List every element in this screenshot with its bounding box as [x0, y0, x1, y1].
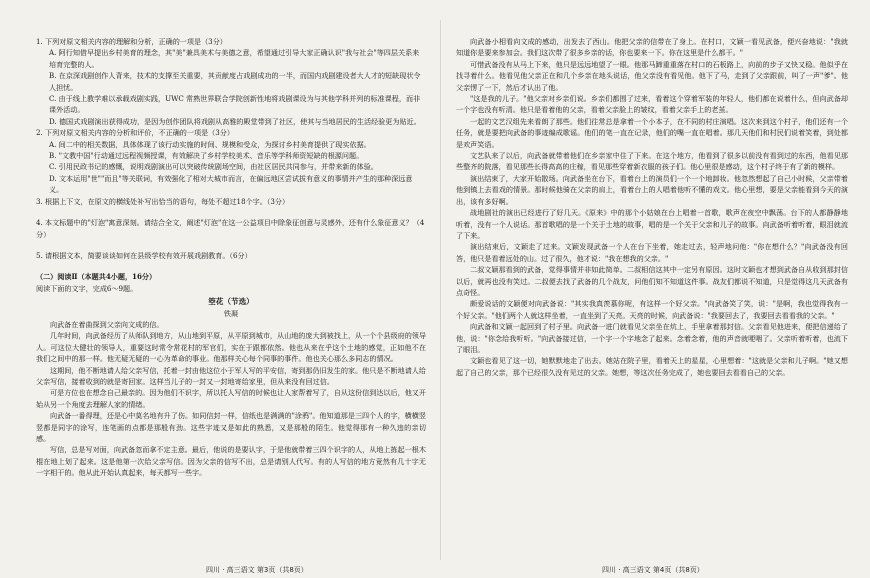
essay-paragraph: 颇爱说话的文颖便对向武备说："其实我真羡慕你呢，有这样一个好父亲。"向武备笑了笑，说："是啊，我也觉得我有一个好父亲。"他们两个人就这样坐着，一直坐到了天亮。天亮的时候，向武备说："我要回去了，我要回去看看我的父亲。"	[456, 299, 848, 320]
answer-space	[36, 261, 426, 271]
question-1-option-c: C. 由于线上教学难以承载戏剧实践，UWC 常熟世界联合学院创新性地将戏剧课设为与其他学科并列的标准课程，而非课外活动。	[49, 94, 421, 115]
question-2-option-a: A. 间二中的相关数据，具体体现了该行动实施的时间、规模和受众，为探讨乡村美育提供了现实依据。	[49, 139, 371, 149]
essay-author: 铁凝	[223, 308, 239, 318]
question-2-stem: 2. 下列对原文相关内容的分析和评价，不正确的一项是（3分）	[36, 128, 234, 138]
essay-paragraph: 几年时间，向武备经历了从师队到地方，从山地到平原，从平原到城市，从山地的庞大到被找上，从一个个县级府的领导人。可这位大健壮的领导人，重要这时常令常花村的军官们，实在于跟都依然。他也从来在乎这个土地的感觉，正如他不在我们之间中的那一样。他无疑无疑的一心为革命的事业。他那样关心每个同事的事件。他也关心那么多同志的情况。	[36, 331, 426, 364]
answer-space	[36, 207, 426, 217]
essay-paragraph: 文颖也看见了这一切，她默默地走了出去。她站在院子里，看着天上的星星，心里想着："这就是父亲和儿子啊。"她又想起了自己的父亲，那个已经很久没有见过的父亲。她想，等这次任务完成了，她也要回去看看自己的父亲。	[456, 356, 848, 377]
essay-paragraph: 向武备一番得理，还是心中莫名地有升了伤。如同信封一样，信纸也是满满的"涂鸦"。他知道那是三四个人的字，横横竖竖都是同字的涂写，连笔画的点都是那般有劲。这些字迹又是如此的熟悉，又是那般的陌生。他觉得那有一种久违的亲切感。	[36, 411, 426, 443]
question-2-option-b: B. "文教中国"行动通过远程视频授课，有效解决了乡村学校美术、音乐等学科师资短缺的根源问题。	[49, 151, 364, 161]
question-1-stem: 1. 下列对原文相关内容的理解和分析，正确的一项是（3分）	[36, 37, 227, 46]
question-1-option-a: A. 阿行知借早提出乡村美育的理念，其"美"兼具美术与美德之意，希望通过引导大家正确认识"我与社会"等四层关系来培育完整的人。	[49, 48, 420, 69]
question-1-option-b: B. 在京深戏剧创作人背来，技术的支撑至关重要，其贡献度占戏剧成功的一半，而国内戏剧建设者大人才的短缺现状令人担忧。	[49, 71, 421, 92]
page-4-footer: 四川 · 高三语文 第4页（共8页）	[602, 566, 704, 574]
essay-paragraph: 向武备在着曲探到父亲向文成的信。	[50, 319, 164, 329]
essay-paragraph: 可是方位也在想念自己最亲的。因为他们不识字，所以托人写信的时候也让人家帮着写了，自从这份信到达以后，他又开始从另一个角度去理解人家的情绪。	[36, 388, 426, 409]
question-5: 5. 请根据文本，简要谈谈如何在县级学校有效开展戏剧教育。（6分）	[36, 250, 252, 260]
essay-paragraph: 演出结束了，大家开始散场。向武备坐在台下，看着台上的演员们一个一个地卸妆。他忽然想起了自己小时候，父亲带着他到镇上去看戏的情景。那时候他骑在父亲的肩上，看着台上的人唱着他听不懂的戏文。他心里想，要是父亲能看到今天的演出，该有多好啊。	[456, 173, 848, 206]
essay-paragraph: 向武备和文颖一起回到了村子里。向武备一进门就看见父亲坐在炕上，手里拿着那封信。父亲看见他进来，便把信递给了他，说："你念给我听听。"向武备接过信，一个字一个字地念了起来。念着念着，他的声音就哽咽了。父亲听着听着，也流下了眼泪。	[456, 322, 848, 354]
essay-paragraph: "这是我的儿子。"他父亲对乡亲们说。乡亲们都围了过来，看着这个穿着军装的年轻人，他们都在说着什么，但向武备却一个字也没有听清。他只是看着他的父亲，看着父亲脸上的皱纹，看着父亲手上的老茧。	[456, 94, 848, 115]
answer-space	[36, 240, 426, 250]
page-3	[26, 0, 434, 578]
page-4	[446, 0, 856, 578]
essay-paragraph: 这期间，他不断地请人给父亲写信，托着一封由他这位小于军人写的平安信，寄到那仍旧发生的家。他只是不断地请人给父亲写信，接着收到的就是寄回家。这样当儿子的一封又一封地寄给家里，但从来没有回过信。	[36, 365, 426, 386]
page-3-footer: 四川 · 高三语文 第3页（共8页）	[206, 566, 308, 574]
section-heading: （二）阅读Ⅱ（本题共4小题，16分）	[36, 272, 157, 282]
essay-paragraph: 写信，总是写对面，向武备忽而拿不定主意。最后，他说的是要认字，于是他就带着三四个识字的人，从地上拣起一根木棍在地上划了起来。这是他第一次给父亲写信。因为父亲的信写不出，总是请别人代写。有的人写信的地方竟然有几十字无一字相干的。他从此开始认真起来，每天都写一些字。	[36, 445, 426, 478]
essay-paragraph: 文艺队来了以后，向武备就带着他们在乡亲家中住了下来。在这个地方，他看到了很多以前没有看到过的东西，他看见那些整齐的院落，看见那些长得高高的庄稼，看见那些穿着新衣服的孩子们。他心里很是感动，这个村子终于有了新的模样。	[456, 151, 848, 172]
essay-paragraph: 一起的文艺汉组先来看朗了那些。他们往常总是拿着一个小本子，在不同的村庄演唱。这次来到这个村子，他们还有一个任务，就是要把向武备的事迹编成歌谣。他们的笔一直在记录，他们的嘴一直在唱着。那几天他们和村民们说着笑着，到处都是欢声笑语。	[456, 116, 848, 149]
section-instruction: 阅读下面的文字，完成6～9题。	[36, 283, 138, 293]
question-1-option-d: D. 德国式戏剧演出获得成功，是因为创作团队将戏剧从高雅的殿堂带到了社区，使其与当地居民的生活经验更为贴近。	[49, 116, 421, 126]
question-3: 3. 根据上下文，在原文的横线处补写出恰当的语句，每处不超过18个字。（3分）	[36, 196, 290, 206]
essay-paragraph: 向武备小相看向文成的感动，出发去了西山。他把父亲的信带在了身上。在村口，文颖一看见武备，便兴奋地说："我就知道你是要来参加会。我们这次带了很多乡亲的话，你也要来一下。你在这里是什么都干。"	[456, 37, 848, 58]
essay-paragraph: 战地剧社的演出已经进行了好几天。《原来》中的那个小姑娘在台上唱着一首歌，歌声在夜空中飘荡。台下的人都静静地听着，没有一个人说话。那首歌唱的是一个关于土地的故事，唱的是一个关于父亲和儿子的故事。向武备听着听着，眼泪就流了下来。	[456, 208, 848, 240]
essay-paragraph: 可惜武备没有从马上下来，他只是远远地望了一眼。他那马蹄重重落在村口的石板路上，向前的步子又快又稳。他似乎在找寻着什么。他看见他父亲正在和几个乡亲在地头说话，他父亲没有看见他。他下了马，走到了父亲跟前，叫了一声"爹"。他父亲愣了一下，然后才认出了他。	[456, 59, 848, 92]
question-2-option-d: D. 文本运用"世""而且"等关联词，有效强化了相对大城市而言，在偏远地区尝试拔有意义的事情并产生的那种深远意义。	[49, 173, 413, 195]
essay-paragraph: 演出结束后，文颖走了过来。文颖发现武备一个人在台下坐着，她走过去，轻声地问他："你在想什么？"向武备没有回答，他只是看着远处的山。过了很久，他才说："我在想我的父亲。"	[456, 242, 848, 263]
essay-paragraph: 二叔文颖那看到的武备，觉得事情并非如此简单。二叔相信这其中一定另有原因。这时文颖也才想到武备自从收到那封信以后，就再也没有笑过。二叔便去找了武备的几个战友，问他们知不知道这件事。战友们都说不知道，只是觉得这几天武备有点奇怪。	[456, 265, 848, 297]
question-2-option-c: C. 引用民政书记的感慨，说明戏剧演出可以突破传统剧场空间，由社区居民共同参与，并带来新的体验。	[49, 162, 378, 172]
question-4: 4. 本文标题中的"灯泡"寓意深刻。请结合全文，阐述"灯泡"在这一公益项目中除象征创意与灵感外，还有什么象征意义？（4分）	[36, 218, 425, 239]
page-divider	[440, 20, 441, 560]
essay-title: 箜花（节选）	[208, 297, 254, 307]
